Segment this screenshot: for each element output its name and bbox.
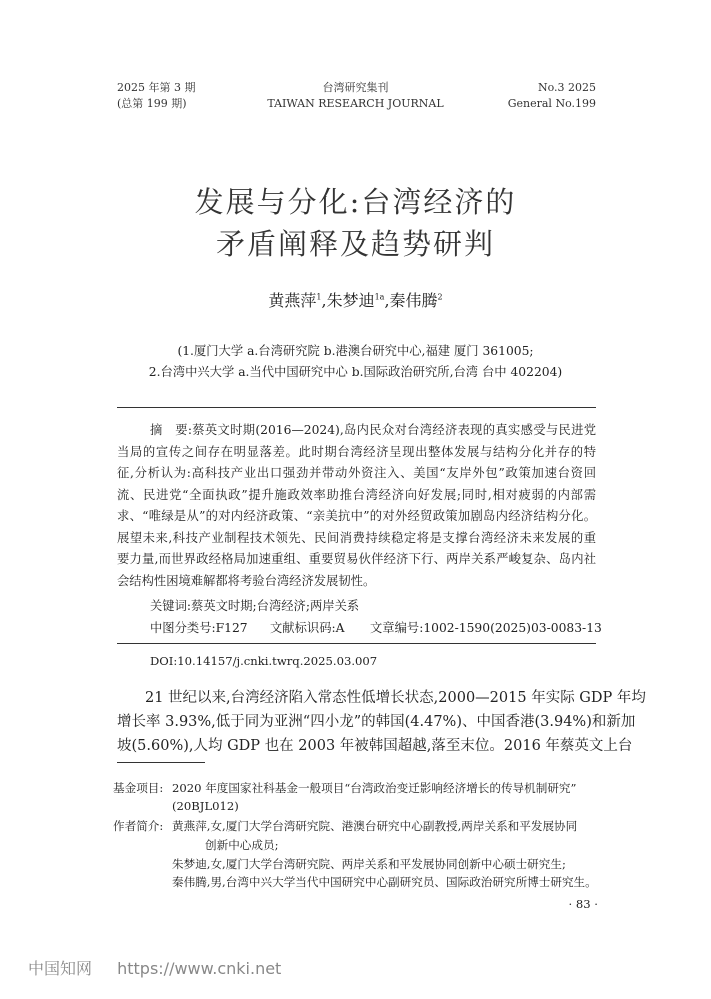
keywords: 关键词:蔡英文时期;台湾经济;两岸关系 bbox=[150, 599, 360, 613]
author-2: ,朱梦迪 bbox=[321, 291, 375, 310]
body-line: 增长率 3.93%,低于同为亚洲“四小龙”的韩国(4.47%)、中国香港(3.94%)和新加 bbox=[117, 714, 636, 730]
journal-name-en: TAIWAN RESEARCH JOURNAL bbox=[267, 97, 444, 110]
abstract-bottom-rule bbox=[117, 643, 596, 644]
author-intro-label: 作者简介: bbox=[113, 819, 164, 833]
total-issue: (总第 199 期) bbox=[117, 97, 187, 110]
article-number: 文章编号:1002-1590(2025)03-0083-13 bbox=[370, 621, 602, 635]
author-intro-1: 黄燕萍,女,厦门大学台湾研究院、港澳台研究中心副教授,两岸关系和平发展协同 bbox=[172, 819, 578, 833]
general-number: General No.199 bbox=[507, 97, 596, 110]
issue-number: 2025 年第 3 期 bbox=[117, 81, 196, 94]
abstract-line: 流、民进党“全面执政”提升施政效率助推台湾经济向好发展;同时,相对疲弱的内部需 bbox=[117, 487, 596, 502]
title-line-1: 发展与分化:台湾经济的 bbox=[194, 185, 517, 219]
abstract-line: 求、“唯绿是从”的对内经济政策、“亲美抗中”的对外经贸政策加剧岛内经济结构分化。 bbox=[117, 509, 596, 523]
author-intro-1-cont: 创新中心成员; bbox=[205, 838, 279, 852]
abstract-line: 征,分析认为:高科技产业出口强劲并带动外资注入、美国“友岸外包”政策加速台资回 bbox=[117, 466, 596, 480]
author-2-sup: 1a bbox=[374, 292, 385, 302]
abstract-line: 当局的宣传之间存在明显落差。此时期台湾经济呈现出整体发展与结构分化并存的特 bbox=[117, 444, 596, 459]
title-line-2: 矛盾阐释及趋势研判 bbox=[215, 227, 495, 261]
affiliation-2: 2.台湾中兴大学 a.当代中国研究中心 b.国际政治研究所,台湾 台中 402204) bbox=[148, 365, 563, 379]
body-line: 21 世纪以来,台湾经济陷入常态性低增长状态,2000—2015 年实际 GDP 年均 bbox=[145, 690, 646, 706]
document-code: 文献标识码:A bbox=[270, 621, 345, 635]
author-1: 黄燕萍 bbox=[268, 291, 317, 310]
doi[interactable]: DOI:10.14157/j.cnki.twrq.2025.03.007 bbox=[150, 654, 378, 668]
author-1-sup: 1 bbox=[316, 292, 322, 302]
footnote-rule bbox=[117, 762, 205, 763]
issue-info-en bbox=[508, 80, 596, 112]
journal-name-cn: 台湾研究集刊 bbox=[322, 81, 389, 94]
clc-number: 中图分类号:F127 bbox=[150, 621, 248, 635]
cnki-url[interactable]: https://www.cnki.net bbox=[117, 959, 282, 978]
abstract-line: 展望未来,科技产业制程技术领先、民间消费持续稳定将是支撑台湾经济未来发展的重 bbox=[117, 530, 596, 545]
journal-name bbox=[0, 80, 711, 112]
abstract-top-rule bbox=[117, 407, 596, 408]
fund-label: 基金项目: bbox=[113, 781, 164, 795]
page-number: · 83 · bbox=[568, 897, 598, 911]
authors bbox=[0, 288, 711, 311]
abstract-line: 摘 要:蔡英文时期(2016—2024),岛内民众对台湾经济表现的真实感受与民进党 bbox=[150, 423, 596, 437]
author-intro-3: 秦伟腾,男,台湾中兴大学当代中国研究中心副研究员、国际政治研究所博士研究生。 bbox=[172, 875, 597, 889]
author-3: ,秦伟腾 bbox=[384, 291, 438, 310]
fund-code: (20BJL012) bbox=[172, 799, 239, 813]
affiliation-1: (1.厦门大学 a.台湾研究院 b.港澳台研究中心,福建 厦门 361005; bbox=[177, 344, 534, 358]
cnki-watermark bbox=[28, 956, 281, 979]
abstract-line: 会结构性困境难解都将考验台湾经济发展韧性。 bbox=[117, 573, 376, 588]
abstract-line: 要力量,而世界政经格局加速重组、重要贸易伙伴经济下行、两岸关系严峻复杂、岛内社 bbox=[117, 552, 596, 566]
fund-text: 2020 年度国家社科基金一般项目“台湾政治变迁影响经济增长的传导机制研究” bbox=[172, 781, 577, 795]
author-3-sup: 2 bbox=[437, 292, 443, 302]
body-line: 坡(5.60%),人均 GDP 也在 2003 年被韩国超越,落至末位。2016 年蔡英文上台 bbox=[117, 738, 633, 754]
issue-number-en: No.3 2025 bbox=[537, 81, 596, 94]
cnki-brand: 中国知网 bbox=[28, 959, 93, 978]
author-intro-2: 朱梦迪,女,厦门大学台湾研究院、两岸关系和平发展协同创新中心硕士研究生; bbox=[172, 857, 566, 871]
